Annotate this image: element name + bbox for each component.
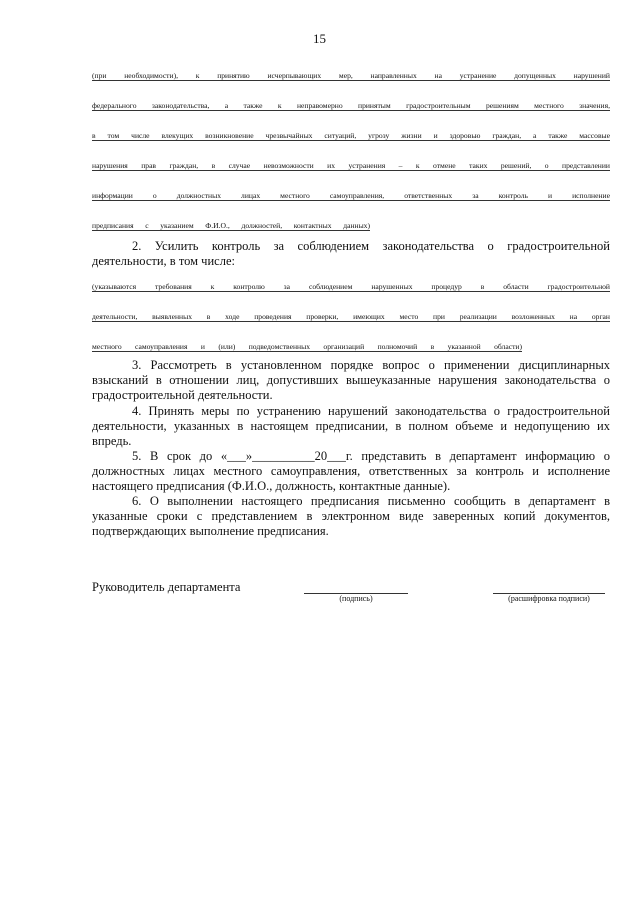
paragraph-2 (92, 239, 610, 269)
fill-line-1-5: информации о должностных лицах местного самоуправления, ответственных за контроль и исполнение (92, 191, 610, 200)
paragraph-6 (92, 494, 610, 540)
fill-line-1-1: (при необходимости), к принятию исчерпывающих мер, направленных на устранение допущенных нарушений (92, 71, 610, 80)
paragraph-3-text: 3. Рассмотреть в установленном порядке вопрос о применении дисциплинарных взысканий в отношении лиц, допустивших вышеуказанные нарушения законодательства о градостроительной деятельности. (92, 358, 610, 403)
signature-decode-caption: (расшифровка подписи) (508, 594, 590, 603)
paragraph-4-text: 4. Принять меры по устранению нарушений законодательства о градостроительной деятельности, указанных в настоящем предписании, в полном объеме и недопущению их впредь. (92, 404, 610, 449)
fill-line-1-3: в том числе влекущих возникновение чрезвычайных ситуаций, угрозу жизни и здоровью граждан, а также массовые (92, 131, 610, 140)
fill-line-1-2: федерального законодательства, а также к неправомерно принятым градостроительным решениям местного значения, (92, 101, 610, 110)
fill-line-2-1: (указываются требования к контролю за соблюдением нарушенных процедур в области градостроительной (92, 282, 610, 291)
paragraph-4 (92, 404, 610, 450)
fill-line-2-3: местного самоуправления и (или) подведомственных организаций полномочий в указанной области) (92, 342, 522, 351)
paragraph-3 (92, 358, 610, 404)
fill-line-1-6: предписания с указанием Ф.И.О., должностей, контактных данных) (92, 221, 370, 230)
paragraph-5 (92, 449, 610, 495)
paragraph-5-text: 5. В срок до «___»__________20___г. представить в департамент информацию о должностных лицах местного самоуправления, ответственных за контроль и исполнение настоящего предписания (Ф.И.О., должность, контактные данные). (92, 449, 610, 494)
signature-label: Руководитель департамента (92, 580, 241, 594)
paragraph-2-text: 2. Усилить контроль за соблюдением законодательства о градостроительной деятельности, в том числе: (92, 239, 610, 269)
page-number: 15 (313, 31, 326, 46)
fill-line-2-2: деятельности, выявленных в ходе проведения проверки, имеющих место при реализации возложенных на орган (92, 312, 610, 321)
fill-line-1-4: нарушения прав граждан, в случае невозможности их устранения – к отмене таких решений, о представлении (92, 161, 610, 170)
paragraph-6-text: 6. О выполнении настоящего предписания письменно сообщить в департамент в указанные сроки с представлением в электронном виде заверенных копий документов, подтверждающих выполнение предписания. (92, 494, 610, 539)
signature-caption: (подпись) (339, 594, 373, 603)
